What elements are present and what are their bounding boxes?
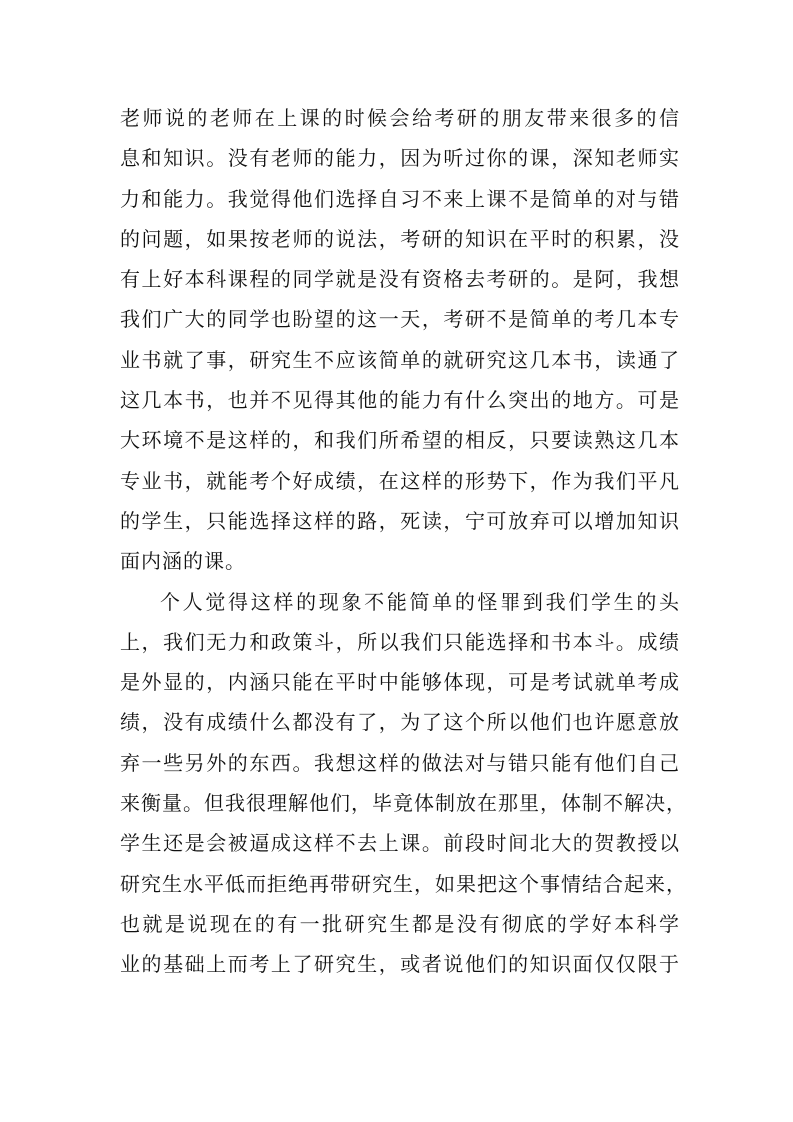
text-line: 业的基础上而考上了研究生，或者说他们的知识面仅仅限于 (120, 952, 680, 977)
text-line: 大环境不是这样的，和我们所希望的相反，只要读熟这几本 (120, 428, 680, 453)
text-line: 专业书，就能考个好成绩，在这样的形势下，作为我们平凡 (120, 468, 680, 493)
text-line: 面内涵的课。 (120, 549, 246, 574)
text-line: 这几本书，也并不见得其他的能力有什么突出的地方。可是 (120, 388, 680, 413)
body-text (120, 98, 687, 985)
text-line: 是外显的，内涵只能在平时中能够体现，可是考试就单考成 (120, 670, 680, 695)
text-line: 来衡量。但我很理解他们，毕竟体制放在那里，体制不解决， (120, 791, 687, 816)
text-line: 老师说的老师在上课的时候会给考研的朋友带来很多的信 (120, 106, 680, 130)
text-line: 研究生水平低而拒绝再带研究生，如果把这个事情结合起来， (120, 871, 687, 896)
text-line: 绩，没有成绩什么都没有了，为了这个所以他们也许愿意放 (120, 710, 680, 735)
text-line: 的学生，只能选择这样的路，死读，宁可放弃可以增加知识 (120, 508, 680, 533)
text-line: 的问题，如果按老师的说法，考研的知识在平时的积累，没 (120, 226, 680, 251)
text-line: 也就是说现在的有一批研究生都是没有彻底的学好本科学 (120, 911, 680, 936)
text-line: 弃一些另外的东西。我想这样的做法对与错只能有他们自己 (120, 750, 680, 775)
text-line: 息和知识。没有老师的能力，因为听过你的课，深知老师实 (120, 146, 680, 171)
text-line: 有上好本科课程的同学就是没有资格去考研的。是阿，我想 (120, 267, 680, 292)
text-line: 力和能力。我觉得他们选择自习不来上课不是简单的对与错 (120, 186, 680, 211)
paragraph-start-line: 个人觉得这样的现象不能简单的怪罪到我们学生的头 (160, 589, 680, 614)
text-line: 上，我们无力和政策斗，所以我们只能选择和书本斗。成绩 (120, 629, 680, 654)
text-line: 学生还是会被逼成这样不去上课。前段时间北大的贺教授以 (120, 831, 680, 856)
text-line: 业书就了事，研究生不应该简单的就研究这几本书，读通了 (120, 347, 680, 372)
text-line: 我们广大的同学也盼望的这一天，考研不是简单的考几本专 (120, 307, 680, 332)
